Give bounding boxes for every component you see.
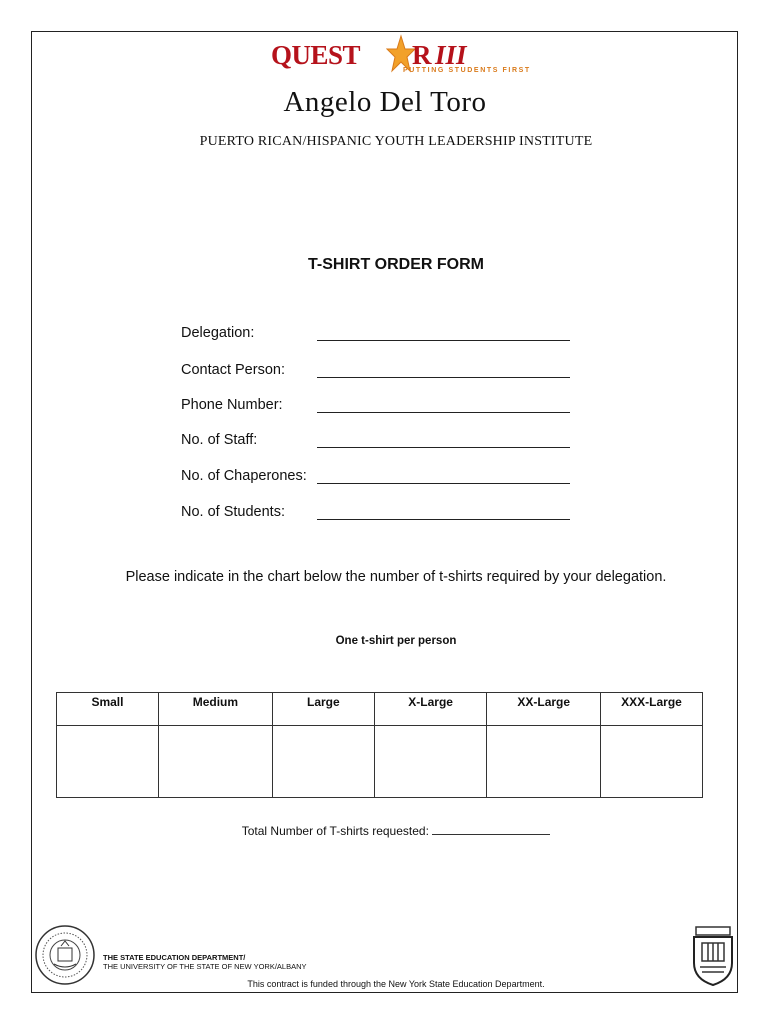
field-label: No. of Chaperones: <box>181 468 307 484</box>
field-label: No. of Students: <box>181 504 285 520</box>
size-header-medium: Medium <box>158 693 272 726</box>
qty-cell-large[interactable] <box>272 726 374 798</box>
total-label: Total Number of T-shirts requested: <box>241 824 429 838</box>
page-border <box>31 31 738 993</box>
total-line <box>0 823 770 838</box>
phone-number-input-line[interactable] <box>317 412 570 413</box>
total-input-line[interactable] <box>432 823 550 835</box>
size-header-row <box>57 693 703 726</box>
ny-state-seal-icon <box>34 924 96 986</box>
department-name: THE STATE EDUCATION DEPARTMENT/ <box>103 953 246 962</box>
funding-notice: This contract is funded through the New York State Education Department. <box>247 979 545 989</box>
qty-cell-xxlarge[interactable] <box>487 726 601 798</box>
logo-text-r: R <box>412 40 432 70</box>
delegation-input-line[interactable] <box>317 340 570 341</box>
staff-count-input-line[interactable] <box>317 447 570 448</box>
size-header-xlarge: X-Large <box>374 693 487 726</box>
page-title: Angelo Del Toro <box>283 86 487 118</box>
university-crest-icon <box>690 925 736 987</box>
logo-text-roman: III <box>435 40 467 70</box>
questar-logo <box>271 36 531 80</box>
instruction-text: Please indicate in the chart below the number of t-shirts required by your delegation. <box>125 569 667 585</box>
university-name: THE UNIVERSITY OF THE STATE OF NEW YORK/ALBANY <box>103 962 307 971</box>
size-header-large: Large <box>272 693 374 726</box>
qty-cell-xlarge[interactable] <box>374 726 487 798</box>
size-quantity-row <box>57 726 703 798</box>
field-label: Delegation: <box>181 325 255 341</box>
field-label: Phone Number: <box>181 397 283 413</box>
qty-cell-xxxlarge[interactable] <box>601 726 703 798</box>
contact-person-input-line[interactable] <box>317 377 570 378</box>
size-header-small: Small <box>57 693 159 726</box>
institute-name: PUERTO RICAN/HISPANIC YOUTH LEADERSHIP INSTITUTE <box>199 134 593 149</box>
field-label: No. of Staff: <box>181 432 258 448</box>
logo-tagline: PUTTING STUDENTS FIRST <box>403 67 531 74</box>
per-person-note: One t-shirt per person <box>335 635 457 647</box>
logo-text-quest: QUEST <box>271 40 361 70</box>
field-label: Contact Person: <box>181 362 285 378</box>
size-header-xxxlarge: XXX-Large <box>601 693 703 726</box>
qty-cell-small[interactable] <box>57 726 159 798</box>
size-header-xxlarge: XX-Large <box>487 693 601 726</box>
tshirt-size-table <box>56 692 703 798</box>
students-count-input-line[interactable] <box>317 519 570 520</box>
chaperones-count-input-line[interactable] <box>317 483 570 484</box>
form-title: T-SHIRT ORDER FORM <box>308 256 484 273</box>
qty-cell-medium[interactable] <box>158 726 272 798</box>
